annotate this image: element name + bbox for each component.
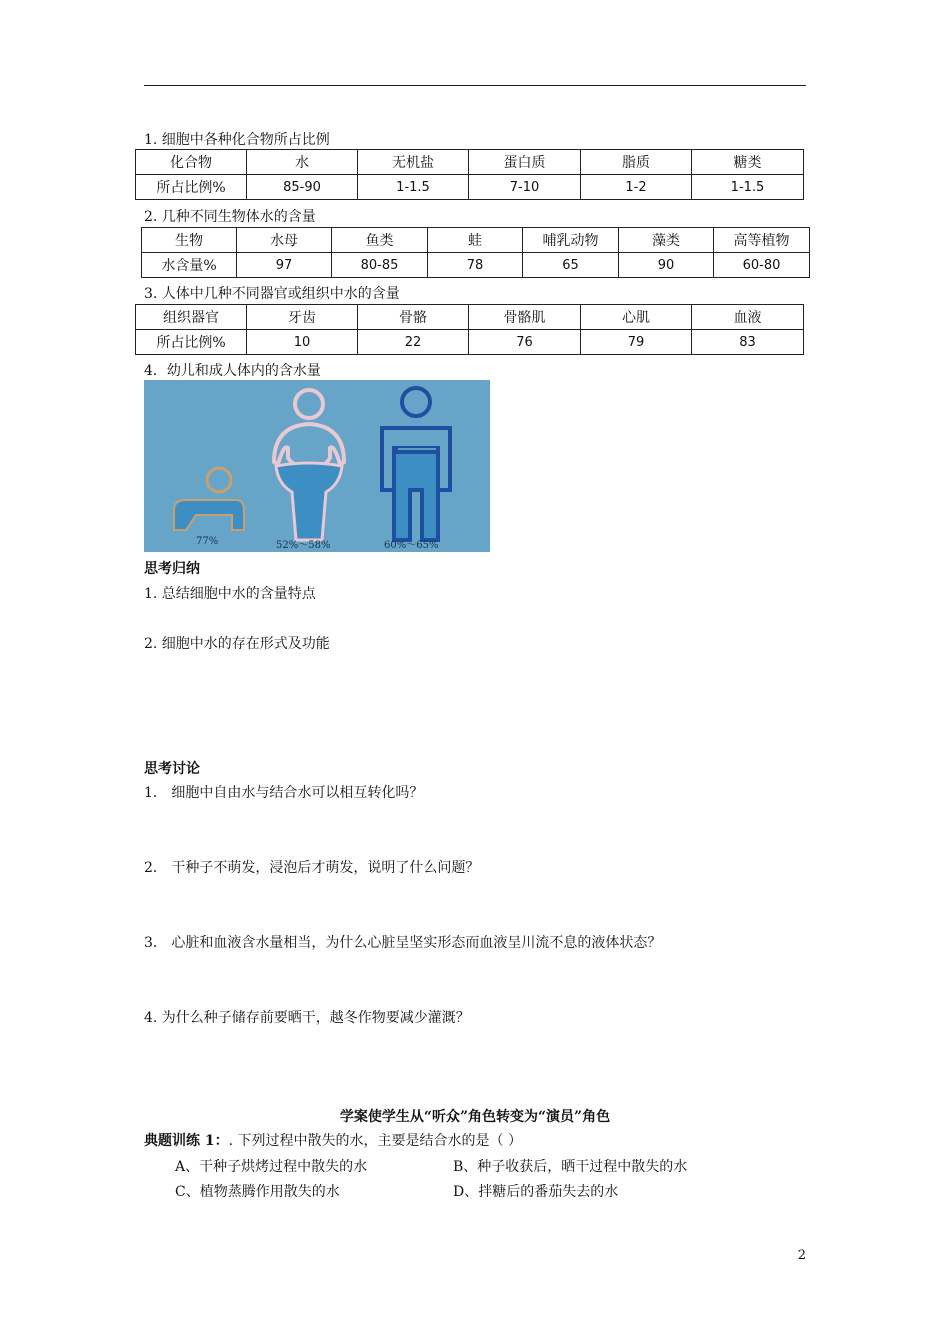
discussion-heading: 思考讨论 bbox=[144, 761, 200, 777]
table-cell: 鱼类 bbox=[332, 228, 428, 253]
table-cell: 血液 bbox=[692, 305, 804, 330]
body-water-illustration bbox=[144, 380, 490, 552]
table-cell: 10 bbox=[247, 330, 358, 355]
section3-caption: 3. 人体中几种不同器官或组织中水的含量 bbox=[144, 286, 400, 302]
table-row bbox=[142, 253, 810, 278]
discussion-item-3: 3． 心脏和血液含水量相当，为什么心脏呈坚实形态而血液呈川流不息的液体状态？ bbox=[144, 935, 662, 951]
man-water-label: 60%～65% bbox=[384, 540, 439, 551]
table-cell: 蛋白质 bbox=[469, 150, 581, 175]
table-cell: 化合物 bbox=[136, 150, 247, 175]
table-cell: 76 bbox=[469, 330, 581, 355]
summary-item-1: 1. 总结细胞中水的含量特点 bbox=[144, 586, 316, 602]
child-water-label: 77% bbox=[196, 536, 219, 547]
table-cell: 60-80 bbox=[714, 253, 810, 278]
training-title: 学案使学生从“听众”角色转变为“演员”角色 bbox=[339, 1109, 611, 1125]
table-cell: 83 bbox=[692, 330, 804, 355]
table-header-row bbox=[142, 228, 810, 253]
table-cell: 骨骼肌 bbox=[469, 305, 581, 330]
table-cell: 所占比例% bbox=[136, 330, 247, 355]
table-cell: 65 bbox=[523, 253, 619, 278]
table-cell: 78 bbox=[428, 253, 523, 278]
table-header-row bbox=[136, 150, 804, 175]
header-rule bbox=[144, 85, 806, 86]
organ-water-table bbox=[135, 304, 804, 355]
table-cell: 蛙 bbox=[428, 228, 523, 253]
table-cell: 骨骼 bbox=[358, 305, 469, 330]
table-cell: 无机盐 bbox=[358, 150, 469, 175]
discussion-item-2: 2． 干种子不萌发，浸泡后才萌发，说明了什么问题？ bbox=[144, 860, 480, 876]
option-a: A、干种子烘烤过程中散失的水 bbox=[175, 1159, 368, 1175]
table-cell: 85-90 bbox=[247, 175, 358, 200]
compound-ratio-table bbox=[135, 149, 804, 200]
training-question: . 下列过程中散失的水，主要是结合水的是（ ） bbox=[228, 1133, 522, 1149]
discussion-item-4: 4. 为什么种子储存前要晒干，越冬作物要减少灌溉？ bbox=[144, 1010, 470, 1026]
page-number: 2 bbox=[797, 1248, 806, 1263]
table-cell: 水 bbox=[247, 150, 358, 175]
summary-heading: 思考归纳 bbox=[144, 561, 200, 577]
table-row bbox=[136, 175, 804, 200]
table-cell: 牙齿 bbox=[247, 305, 358, 330]
table-cell: 80-85 bbox=[332, 253, 428, 278]
table-cell: 哺乳动物 bbox=[523, 228, 619, 253]
woman-water-label: 52%～58% bbox=[276, 540, 331, 551]
option-b: B、种子收获后，晒干过程中散失的水 bbox=[453, 1159, 688, 1175]
discussion-item-1: 1． 细胞中自由水与结合水可以相互转化吗？ bbox=[144, 785, 424, 801]
table-cell: 22 bbox=[358, 330, 469, 355]
table-cell: 藻类 bbox=[619, 228, 714, 253]
body-water-figure bbox=[144, 380, 490, 552]
table-cell: 1-1.5 bbox=[692, 175, 804, 200]
section4-caption: 4．幼儿和成人体内的含水量 bbox=[144, 363, 321, 379]
table-cell: 1-2 bbox=[581, 175, 692, 200]
table-cell: 7-10 bbox=[469, 175, 581, 200]
table-cell: 糖类 bbox=[692, 150, 804, 175]
table-cell: 90 bbox=[619, 253, 714, 278]
table-cell: 生物 bbox=[142, 228, 237, 253]
training-question-line bbox=[144, 1130, 522, 1150]
table-header-row bbox=[136, 305, 804, 330]
organism-water-table bbox=[141, 227, 810, 278]
table-cell: 水含量% bbox=[142, 253, 237, 278]
table-cell: 组织器官 bbox=[136, 305, 247, 330]
section2-caption: 2. 几种不同生物体水的含量 bbox=[144, 209, 316, 225]
table-cell: 水母 bbox=[237, 228, 332, 253]
table-cell: 1-1.5 bbox=[358, 175, 469, 200]
training-label: 典题训练 1： bbox=[144, 1133, 229, 1149]
option-c: C、植物蒸腾作用散失的水 bbox=[175, 1184, 340, 1200]
section1-caption: 1. 细胞中各种化合物所占比例 bbox=[144, 132, 330, 148]
table-row bbox=[136, 330, 804, 355]
table-cell: 高等植物 bbox=[714, 228, 810, 253]
table-cell: 心肌 bbox=[581, 305, 692, 330]
summary-item-2: 2. 细胞中水的存在形式及功能 bbox=[144, 636, 330, 652]
table-cell: 79 bbox=[581, 330, 692, 355]
table-cell: 97 bbox=[237, 253, 332, 278]
table-cell: 所占比例% bbox=[136, 175, 247, 200]
option-d: D、拌糖后的番茄失去的水 bbox=[453, 1184, 619, 1200]
table-cell: 脂质 bbox=[581, 150, 692, 175]
